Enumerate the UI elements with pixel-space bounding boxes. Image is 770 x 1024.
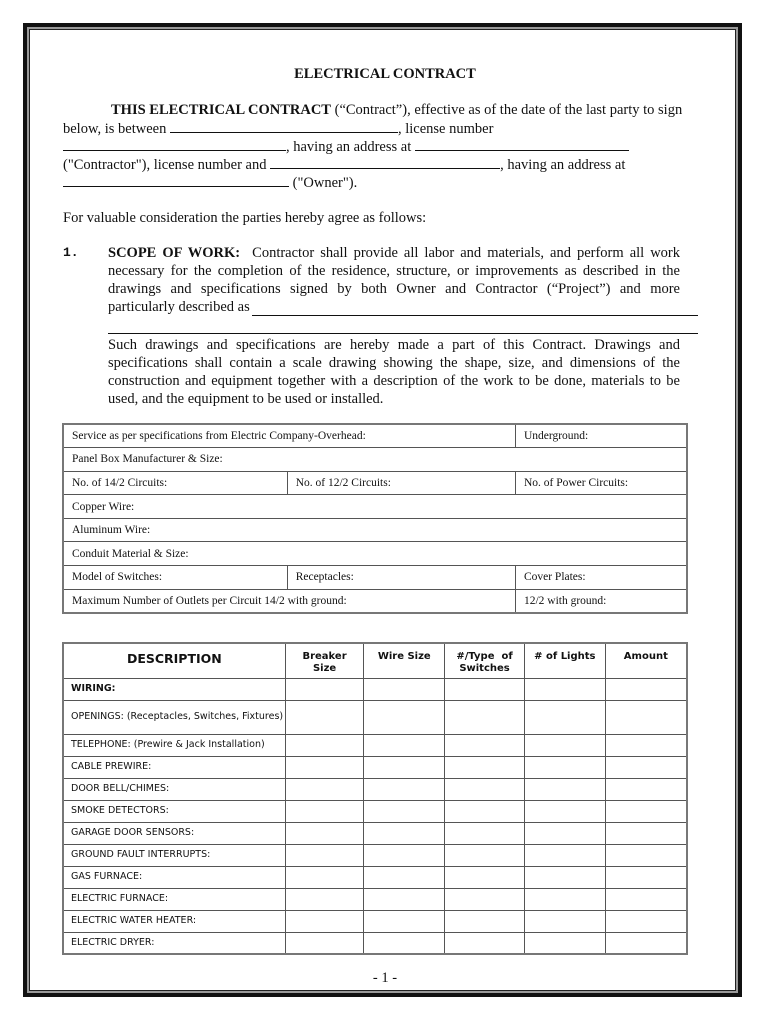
table-row: [63, 844, 687, 866]
description-table: [62, 642, 688, 955]
lights-cell[interactable]: [524, 678, 605, 700]
breaker-size-cell[interactable]: [285, 844, 364, 866]
intro-lead-bold: THIS ELECTRICAL CONTRACT: [111, 102, 331, 118]
project-description-field-2[interactable]: [108, 316, 698, 334]
underground-cell[interactable]: Underground:: [515, 424, 687, 448]
scope-para2-line-3: construction and equipment together with a description of the work to be done, materials to be: [108, 373, 680, 389]
description-table-header: [63, 643, 687, 678]
intro-line-3: [63, 137, 703, 155]
wire-size-cell[interactable]: [364, 866, 445, 888]
row-label: DOOR BELL/CHIMES:: [63, 778, 285, 800]
header-amount: Amount: [605, 643, 687, 678]
table-row: [63, 778, 687, 800]
intro-line-1: [63, 101, 703, 119]
amount-cell[interactable]: [605, 910, 687, 932]
breaker-size-cell[interactable]: [285, 888, 364, 910]
intro-line-1-text: (“Contract”), effective as of the date of the last party to sign: [330, 102, 683, 118]
breaker-size-cell[interactable]: [285, 778, 364, 800]
header-switches-line2: Switches: [459, 663, 510, 674]
aluminum-wire-cell[interactable]: Aluminum Wire:: [63, 518, 687, 542]
scope-para2-line-1: Such drawings and specifications are hereby made a part of this Contract. Drawings and: [108, 337, 680, 353]
spec-row: [63, 542, 687, 566]
intro-line-4-prefix: ("Contractor"), license number and: [63, 157, 271, 173]
table-row: [63, 910, 687, 932]
table-row: [63, 734, 687, 756]
service-overhead-cell[interactable]: Service as per specifications from Electric Company-Overhead:: [63, 424, 515, 448]
row-label: SMOKE DETECTORS:: [63, 800, 285, 822]
amount-cell[interactable]: [605, 822, 687, 844]
row-label: WIRING:: [63, 678, 285, 700]
lights-cell[interactable]: [524, 932, 605, 954]
header-num-lights: # of Lights: [524, 643, 605, 678]
wire-size-cell[interactable]: [364, 734, 445, 756]
specifications-table: [62, 423, 688, 614]
row-label: ELECTRIC WATER HEATER:: [63, 910, 285, 932]
breaker-size-cell[interactable]: [285, 734, 364, 756]
wire-size-cell[interactable]: [364, 756, 445, 778]
intro-line-2: [63, 119, 703, 137]
lights-cell[interactable]: [524, 888, 605, 910]
table-row: [63, 700, 687, 734]
spec-row: [63, 424, 687, 448]
row-label: GARAGE DOOR SENSORS:: [63, 822, 285, 844]
header-type-of-switches: [445, 643, 525, 678]
intro-line-4: [63, 155, 703, 173]
breaker-size-cell[interactable]: [285, 910, 364, 932]
amount-cell[interactable]: [605, 844, 687, 866]
lights-cell[interactable]: [524, 778, 605, 800]
circuits-12-2-cell[interactable]: No. of 12/2 Circuits:: [287, 471, 515, 495]
intro-line-2-prefix: below, is between: [63, 121, 170, 137]
wire-size-cell[interactable]: [364, 800, 445, 822]
amount-cell[interactable]: [605, 734, 687, 756]
header-switches-line1: #/Type of: [456, 651, 513, 662]
header-breaker-size: [285, 643, 364, 678]
switches-cell[interactable]: [445, 678, 525, 700]
switches-cell[interactable]: [445, 910, 525, 932]
lights-cell[interactable]: [524, 756, 605, 778]
lights-cell[interactable]: [524, 822, 605, 844]
panel-box-cell[interactable]: Panel Box Manufacturer & Size:: [63, 448, 687, 472]
intro-paragraph: [63, 101, 703, 191]
with-ground-12-2-cell[interactable]: 12/2 with ground:: [515, 589, 687, 613]
amount-cell[interactable]: [605, 756, 687, 778]
table-row: [63, 678, 687, 700]
breaker-size-cell[interactable]: [285, 822, 364, 844]
lights-cell[interactable]: [524, 910, 605, 932]
switches-cell[interactable]: [445, 844, 525, 866]
row-label: GROUND FAULT INTERRUPTS:: [63, 844, 285, 866]
switches-cell[interactable]: [445, 822, 525, 844]
intro-line-3-suffix: , having an address at: [286, 139, 415, 155]
model-switches-cell[interactable]: Model of Switches:: [63, 566, 287, 590]
amount-cell[interactable]: [605, 778, 687, 800]
switches-cell[interactable]: [445, 700, 525, 734]
spec-row: [63, 471, 687, 495]
intro-line-5: [63, 173, 703, 191]
amount-cell[interactable]: [605, 866, 687, 888]
page-number: - 1 -: [372, 970, 398, 986]
breaker-size-cell[interactable]: [285, 932, 364, 954]
scope-para2-line-4: used, and the equipment to be used or installed.: [108, 391, 384, 407]
lights-cell[interactable]: [524, 734, 605, 756]
table-row: [63, 888, 687, 910]
scope-line-1-text: Contractor shall provide all labor and materials, and perform all work: [252, 245, 681, 261]
row-label: ELECTRIC FURNACE:: [63, 888, 285, 910]
scope-para2-line-2: specifications shall contain a scale drawing showing the shape, size, and dimensions of the: [108, 355, 680, 371]
wire-size-cell[interactable]: [364, 910, 445, 932]
copper-wire-cell[interactable]: Copper Wire:: [63, 495, 687, 519]
spec-row: [63, 518, 687, 542]
amount-cell[interactable]: [605, 678, 687, 700]
lights-cell[interactable]: [524, 866, 605, 888]
row-label: CABLE PREWIRE:: [63, 756, 285, 778]
breaker-size-cell[interactable]: [285, 756, 364, 778]
row-label: ELECTRIC DRYER:: [63, 932, 285, 954]
wire-size-cell[interactable]: [364, 844, 445, 866]
switches-cell[interactable]: [445, 888, 525, 910]
intro-line-5-suffix: ("Owner").: [289, 175, 358, 191]
wire-size-cell[interactable]: [364, 700, 445, 734]
scope-line-2: necessary for the completion of the residence, structure, or improvements as described in the: [108, 263, 680, 279]
document-title: ELECTRICAL CONTRACT: [294, 66, 476, 82]
header-breaker-line2: Size: [312, 663, 337, 674]
switches-cell[interactable]: [445, 734, 525, 756]
owner-address-field[interactable]: [63, 173, 289, 187]
amount-cell[interactable]: [605, 888, 687, 910]
spec-row: [63, 448, 687, 472]
contractor-license-field[interactable]: [63, 137, 286, 151]
scope-of-work-section: [108, 244, 680, 408]
amount-cell[interactable]: [605, 700, 687, 734]
row-label: GAS FURNACE:: [63, 866, 285, 888]
lights-cell[interactable]: [524, 700, 605, 734]
breaker-size-cell[interactable]: [285, 866, 364, 888]
lights-cell[interactable]: [524, 844, 605, 866]
wire-size-cell[interactable]: [364, 678, 445, 700]
wire-size-cell[interactable]: [364, 778, 445, 800]
lights-cell[interactable]: [524, 800, 605, 822]
max-outlets-cell[interactable]: Maximum Number of Outlets per Circuit 14/2 with ground:: [63, 589, 515, 613]
switches-cell[interactable]: [445, 932, 525, 954]
cover-plates-cell[interactable]: Cover Plates:: [515, 566, 687, 590]
consideration-text: For valuable consideration the parties hereby agree as follows:: [63, 210, 427, 226]
contractor-address-field[interactable]: [415, 137, 629, 151]
amount-cell[interactable]: [605, 932, 687, 954]
spec-row: [63, 589, 687, 613]
wire-size-cell[interactable]: [364, 822, 445, 844]
scope-heading: SCOPE OF WORK:: [108, 245, 241, 261]
table-row: [63, 866, 687, 888]
switches-cell[interactable]: [445, 756, 525, 778]
breaker-size-cell[interactable]: [285, 700, 364, 734]
wire-size-cell[interactable]: [364, 932, 445, 954]
contractor-name-field[interactable]: [170, 119, 398, 133]
power-circuits-cell[interactable]: No. of Power Circuits:: [515, 471, 687, 495]
intro-line-4-suffix: , having an address at: [500, 157, 626, 173]
switches-cell[interactable]: [445, 778, 525, 800]
project-description-field[interactable]: [252, 301, 698, 316]
breaker-size-cell[interactable]: [285, 800, 364, 822]
row-label: OPENINGS: (Receptacles, Switches, Fixtures): [63, 700, 285, 734]
intro-line-2-suffix: , license number: [397, 121, 494, 137]
table-row: [63, 822, 687, 844]
circuits-14-2-cell[interactable]: No. of 14/2 Circuits:: [63, 471, 287, 495]
breaker-size-cell[interactable]: [285, 678, 364, 700]
spec-row: [63, 495, 687, 519]
row-label: TELEPHONE: (Prewire & Jack Installation): [63, 734, 285, 756]
header-wire-size: Wire Size: [364, 643, 445, 678]
scope-line-4-text: particularly described as: [108, 299, 250, 315]
header-breaker-line1: Breaker: [302, 651, 347, 662]
conduit-cell[interactable]: Conduit Material & Size:: [63, 542, 687, 566]
section-number: 1.: [63, 245, 79, 260]
wire-size-cell[interactable]: [364, 888, 445, 910]
amount-cell[interactable]: [605, 800, 687, 822]
receptacles-cell[interactable]: Receptacles:: [287, 566, 515, 590]
spec-row: [63, 566, 687, 590]
table-row: [63, 932, 687, 954]
table-row: [63, 756, 687, 778]
switches-cell[interactable]: [445, 866, 525, 888]
switches-cell[interactable]: [445, 800, 525, 822]
owner-license-field[interactable]: [270, 155, 500, 169]
header-description: DESCRIPTION: [63, 643, 285, 678]
scope-line-3: drawings and specifications signed by both Owner and Contractor (“Project”) and more: [108, 281, 680, 297]
scope-line-4: [108, 298, 698, 316]
scope-line-1: [108, 244, 680, 262]
table-row: [63, 800, 687, 822]
